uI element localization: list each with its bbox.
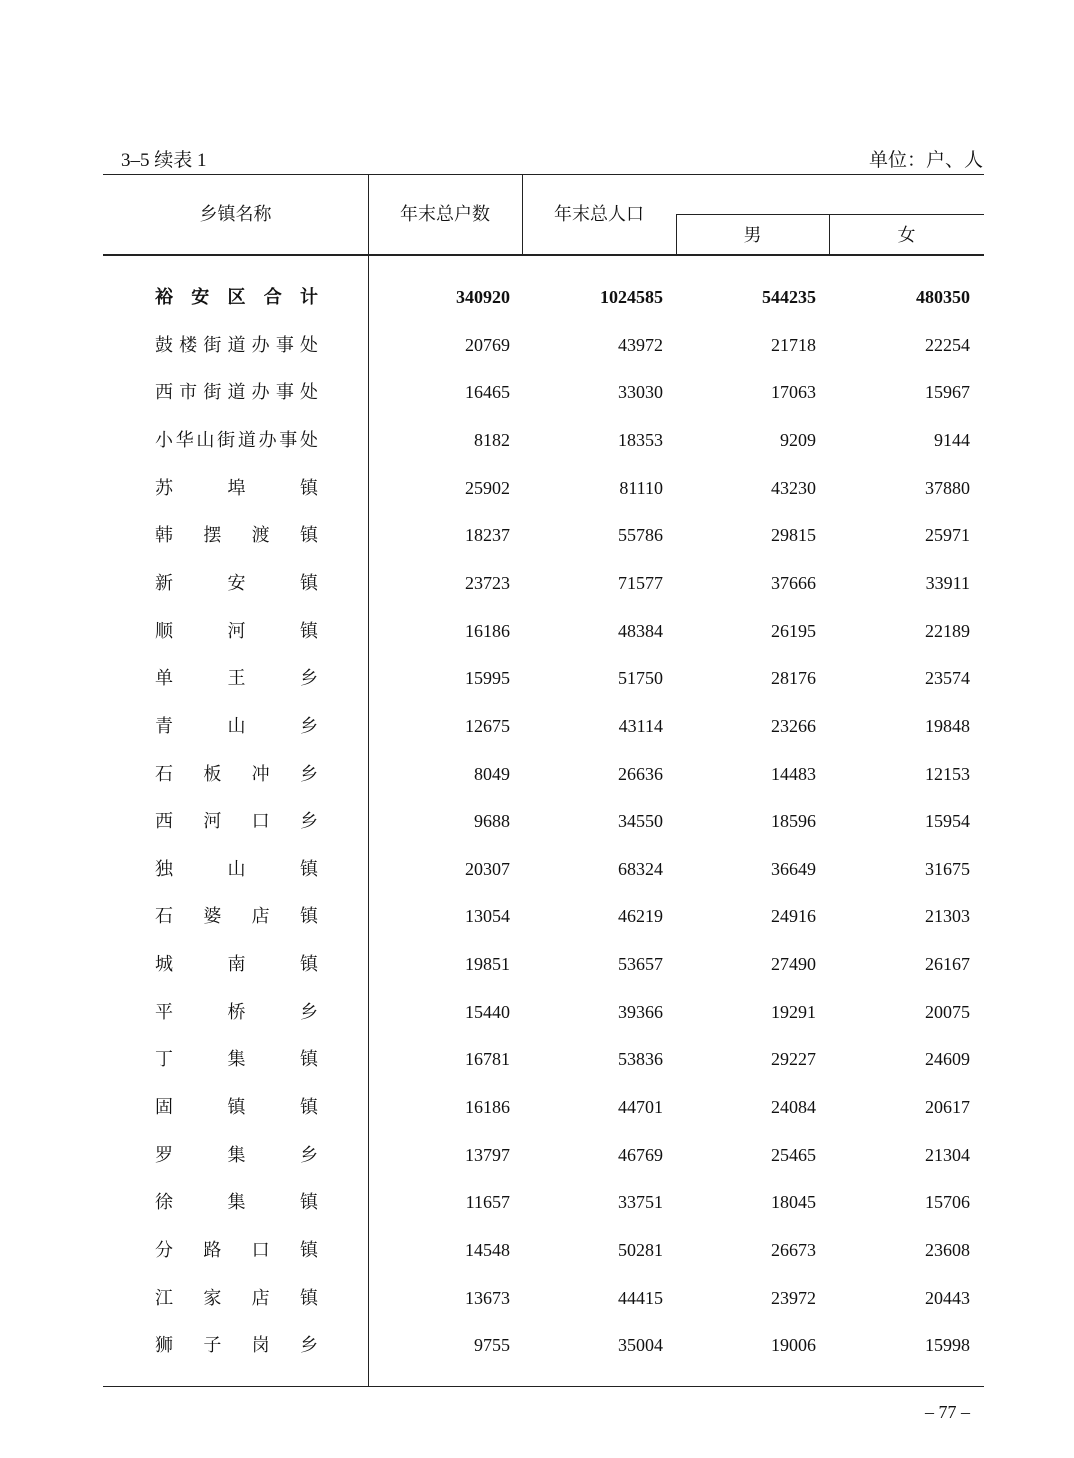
table-row xyxy=(0,616,1074,646)
table-row xyxy=(0,1283,1074,1313)
cell-households: 16186 xyxy=(465,620,510,641)
table-row xyxy=(0,330,1074,360)
cell-name: 城南镇 xyxy=(155,954,318,975)
cell-male: 26195 xyxy=(771,620,816,641)
subheader-rule xyxy=(676,214,984,215)
cell-name: 石板冲乡 xyxy=(155,763,318,784)
cell-male: 19291 xyxy=(771,1001,816,1022)
cell-female: 9144 xyxy=(934,429,970,450)
header-bottom-rule xyxy=(103,254,984,256)
cell-male: 14483 xyxy=(771,763,816,784)
cell-households: 14548 xyxy=(465,1240,510,1260)
cell-name: 分路口镇 xyxy=(155,1240,318,1260)
cell-name: 平桥乡 xyxy=(155,1001,318,1022)
cell-population: 33751 xyxy=(618,1192,663,1213)
cell-households: 340920 xyxy=(456,287,510,307)
cell-households: 23723 xyxy=(465,572,510,593)
cell-name: 青山乡 xyxy=(155,715,318,736)
cell-population: 55786 xyxy=(618,525,663,546)
cell-male: 19006 xyxy=(771,1335,816,1356)
cell-female: 37880 xyxy=(925,477,970,498)
header-name: 乡镇名称 xyxy=(199,204,272,224)
cell-male: 9209 xyxy=(780,429,816,450)
table-row xyxy=(0,1044,1074,1074)
cell-female: 15998 xyxy=(925,1335,970,1356)
cell-female: 26167 xyxy=(925,954,970,975)
cell-population: 46219 xyxy=(618,906,663,927)
cell-female: 24609 xyxy=(925,1049,970,1070)
table-row xyxy=(0,997,1074,1027)
page-number: – 77 – xyxy=(925,1402,970,1422)
cell-name: 新安镇 xyxy=(155,572,318,593)
cell-female: 15967 xyxy=(925,382,970,403)
cell-male: 21718 xyxy=(771,334,816,355)
header-female: 女 xyxy=(897,225,916,245)
cell-female: 23608 xyxy=(925,1240,970,1260)
cell-population: 53657 xyxy=(618,954,663,975)
cell-population: 26636 xyxy=(618,763,663,784)
cell-households: 13673 xyxy=(465,1287,510,1308)
cell-name: 苏埠镇 xyxy=(155,477,318,498)
cell-female: 31675 xyxy=(925,858,970,879)
cell-name: 狮子岗乡 xyxy=(155,1335,318,1356)
cell-households: 15995 xyxy=(465,668,510,689)
unit-label: 单位：户、人 xyxy=(868,150,983,171)
cell-population: 71577 xyxy=(618,572,663,593)
cell-male: 28176 xyxy=(771,668,816,689)
table-row xyxy=(0,949,1074,979)
cell-name: 西河口乡 xyxy=(155,811,318,832)
header-households: 年末总户数 xyxy=(400,204,490,224)
cell-households: 13054 xyxy=(465,906,510,927)
table-row xyxy=(0,1140,1074,1170)
cell-population: 48384 xyxy=(618,620,663,641)
table-row xyxy=(0,1187,1074,1217)
table-row xyxy=(0,425,1074,455)
cell-female: 25971 xyxy=(925,525,970,546)
cell-population: 53836 xyxy=(618,1049,663,1070)
cell-households: 16186 xyxy=(465,1097,510,1118)
cell-male: 36649 xyxy=(771,858,816,879)
cell-male: 23266 xyxy=(771,715,816,736)
cell-male: 544235 xyxy=(762,287,816,307)
cell-name: 固镇镇 xyxy=(155,1097,318,1118)
total-row xyxy=(0,282,1074,312)
cell-population: 18353 xyxy=(618,429,663,450)
cell-households: 20307 xyxy=(465,858,510,879)
cell-households: 13797 xyxy=(465,1144,510,1165)
cell-households: 9688 xyxy=(474,811,510,832)
cell-households: 8182 xyxy=(474,429,510,450)
cell-households: 16781 xyxy=(465,1049,510,1070)
cell-female: 20443 xyxy=(925,1287,970,1308)
cell-male: 17063 xyxy=(771,382,816,403)
cell-population: 39366 xyxy=(618,1001,663,1022)
table-row xyxy=(0,663,1074,693)
cell-households: 16465 xyxy=(465,382,510,403)
table-title: 3–5 续表 1 xyxy=(121,150,207,171)
cell-female: 480350 xyxy=(916,287,970,307)
cell-male: 29815 xyxy=(771,525,816,546)
cell-households: 9755 xyxy=(474,1335,510,1356)
cell-population: 44701 xyxy=(618,1097,663,1118)
cell-female: 21303 xyxy=(925,906,970,927)
cell-male: 43230 xyxy=(771,477,816,498)
cell-population: 50281 xyxy=(618,1240,663,1260)
cell-name: 鼓楼街道办事处 xyxy=(155,334,318,355)
cell-name: 小华山街道办事处 xyxy=(155,429,318,450)
cell-female: 21304 xyxy=(925,1144,970,1165)
cell-population: 43114 xyxy=(618,715,663,736)
cell-name: 韩摆渡镇 xyxy=(155,525,318,546)
table-row xyxy=(0,711,1074,741)
table-row xyxy=(0,901,1074,931)
table-row xyxy=(0,1235,1074,1265)
cell-male: 23972 xyxy=(771,1287,816,1308)
header-male: 男 xyxy=(743,225,762,245)
cell-name: 罗集乡 xyxy=(155,1144,318,1165)
table-row xyxy=(0,854,1074,884)
cell-female: 22254 xyxy=(925,334,970,355)
cell-female: 22189 xyxy=(925,620,970,641)
cell-female: 12153 xyxy=(925,763,970,784)
cell-population: 33030 xyxy=(618,382,663,403)
cell-name: 顺河镇 xyxy=(155,620,318,641)
cell-female: 33911 xyxy=(925,572,970,593)
cell-population: 1024585 xyxy=(600,287,663,307)
cell-households: 8049 xyxy=(474,763,510,784)
cell-name: 丁集镇 xyxy=(155,1049,318,1070)
bottom-rule xyxy=(103,1386,984,1387)
cell-male: 29227 xyxy=(771,1049,816,1070)
cell-population: 34550 xyxy=(618,811,663,832)
table-row xyxy=(0,759,1074,789)
cell-households: 12675 xyxy=(465,715,510,736)
table-row xyxy=(0,520,1074,550)
table-row xyxy=(0,806,1074,836)
cell-name: 裕安区合计 xyxy=(155,287,318,307)
cell-households: 25902 xyxy=(465,477,510,498)
cell-households: 11657 xyxy=(465,1192,510,1213)
cell-population: 81110 xyxy=(619,477,663,498)
cell-population: 68324 xyxy=(618,858,663,879)
table-row xyxy=(0,473,1074,503)
cell-population: 35004 xyxy=(618,1335,663,1356)
cell-households: 19851 xyxy=(465,954,510,975)
cell-households: 20769 xyxy=(465,334,510,355)
header-population: 年末总人口 xyxy=(554,204,644,224)
cell-households: 18237 xyxy=(465,525,510,546)
cell-female: 15954 xyxy=(925,811,970,832)
cell-male: 18596 xyxy=(771,811,816,832)
cell-female: 15706 xyxy=(925,1192,970,1213)
cell-male: 25465 xyxy=(771,1144,816,1165)
table-row xyxy=(0,568,1074,598)
table-row xyxy=(0,1092,1074,1122)
cell-name: 石婆店镇 xyxy=(155,906,318,927)
cell-name: 徐集镇 xyxy=(155,1192,318,1213)
cell-name: 独山镇 xyxy=(155,858,318,879)
cell-population: 44415 xyxy=(618,1287,663,1308)
cell-population: 51750 xyxy=(618,668,663,689)
cell-male: 27490 xyxy=(771,954,816,975)
cell-female: 23574 xyxy=(925,668,970,689)
cell-male: 18045 xyxy=(771,1192,816,1213)
cell-name: 西市街道办事处 xyxy=(155,382,318,403)
cell-name: 江家店镇 xyxy=(155,1287,318,1308)
cell-households: 15440 xyxy=(465,1001,510,1022)
cell-male: 26673 xyxy=(771,1240,816,1260)
cell-name: 单王乡 xyxy=(155,668,318,689)
cell-population: 43972 xyxy=(618,334,663,355)
cell-male: 24916 xyxy=(771,906,816,927)
cell-female: 19848 xyxy=(925,715,970,736)
table-row xyxy=(0,1330,1074,1360)
cell-female: 20617 xyxy=(925,1097,970,1118)
top-rule xyxy=(103,174,984,175)
cell-male: 24084 xyxy=(771,1097,816,1118)
cell-female: 20075 xyxy=(925,1001,970,1022)
table-row xyxy=(0,377,1074,407)
cell-male: 37666 xyxy=(771,572,816,593)
cell-population: 46769 xyxy=(618,1144,663,1165)
